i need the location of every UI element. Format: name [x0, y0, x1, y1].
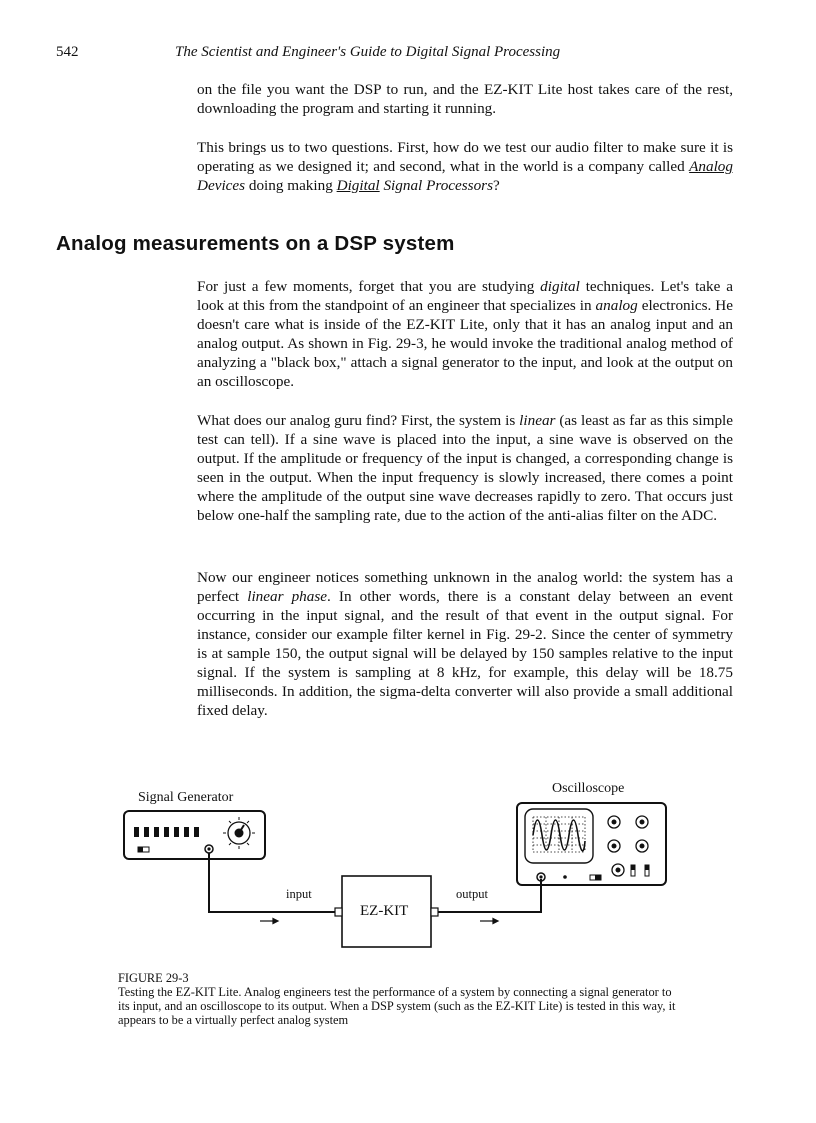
ez-kit-label: EZ-KIT	[360, 903, 409, 919]
emphasis-signal-processors: Signal Processors	[379, 177, 493, 194]
oscilloscope-label: Oscilloscope	[552, 781, 625, 796]
paragraph-text: doing making	[245, 177, 337, 194]
paragraph-text: Now our engineer notices something unknown in the analog world: the system has a perfect	[197, 569, 733, 605]
paragraph-text: on the file you want the DSP to run, and the EZ-KIT Lite host takes care of the rest, downloading the program and starting it running.	[197, 81, 733, 117]
caption-title: FIGURE 29-3	[118, 971, 189, 985]
paragraph-text: (as least as far as this simple test can tell). If a sine wave is placed into the input, a sine wave is observed on the output. If the amplitude or frequency of the input is changed, a corresponding change is seen in the output. When the input frequency is slowly increased, there comes a point where the amplitude of the output sine wave decreases rapidly to zero. That occurs just below one-half the sampling rate, due to the action of the anti-alias filter on the ADC.	[197, 412, 733, 524]
connection-wires	[209, 853, 541, 924]
emphasis-linear: linear	[519, 412, 556, 429]
section-heading: Analog measurements on a DSP system	[56, 232, 455, 255]
paragraph-text: techniques. Let's take a look at this from the standpoint of an engineer that specializes in	[197, 278, 733, 314]
paragraph-continuation	[197, 80, 733, 118]
page-number: 542	[56, 44, 79, 60]
paragraph-linear-phase	[197, 568, 733, 720]
paragraph-text: This brings us to two questions. First, how do we test our audio filter to make sure it is operating as we designed it; and second, what in the world is a company called	[197, 139, 733, 175]
input-label: input	[286, 887, 312, 901]
figure-drawing	[115, 775, 675, 955]
oscilloscope-icon	[517, 803, 666, 885]
ez-kit-icon	[335, 876, 438, 947]
output-label: output	[456, 887, 488, 901]
emphasis-devices: Devices	[197, 177, 246, 194]
emphasis-digital: digital	[540, 278, 580, 295]
caption-text: Testing the EZ-KIT Lite. Analog engineers test the performance of a system by connecting a signal generator to its input, and an oscilloscope to its output. When a DSP system (such as the EZ-KIT Lite) is tested in this way, it appears to be a virtually perfect analog system	[118, 985, 676, 1027]
paragraph-questions	[197, 138, 733, 195]
figure-29-3	[115, 775, 675, 955]
paragraph-black-box	[197, 277, 733, 391]
running-title: The Scientist and Engineer's Guide to Digital Signal Processing	[175, 44, 561, 60]
signal-generator-icon	[124, 811, 265, 859]
emphasis-analog: analog	[595, 297, 638, 314]
paragraph-linear	[197, 411, 733, 525]
signal-generator-label: Signal Generator	[138, 790, 234, 805]
paragraph-text: electronics. He doesn't care what is inside of the EZ-KIT Lite, only that it has an analog input and an analog output. As shown in Fig. 29-3, he would invoke the traditional analog method of analyzing a "black box," attach a signal generator to the input, and look at the output on an oscilloscope.	[197, 297, 733, 390]
paragraph-text: What does our analog guru find? First, the system is	[197, 412, 520, 429]
emphasis-analog: Analog	[689, 158, 733, 175]
paragraph-text: For just a few moments, forget that you are studying	[197, 278, 541, 295]
paragraph-text: . In other words, there is a constant delay between an event occurring in the input signal, and the result of that event in the output signal. For instance, consider our example filter kernel in Fig. 29-2. Since the center of symmetry is at sample 150, the output signal will be delayed by 150 samples relative to the input signal. If the system is sampling at 8 kHz, for example, this delay will be 18.75 milliseconds. In addition, the sigma-delta converter will also provide a small additional fixed delay.	[197, 588, 733, 719]
paragraph-text: ?	[493, 177, 500, 194]
emphasis-digital: Digital	[336, 177, 380, 194]
emphasis-linear-phase: linear phase	[247, 588, 328, 605]
caption-block	[118, 971, 678, 1027]
